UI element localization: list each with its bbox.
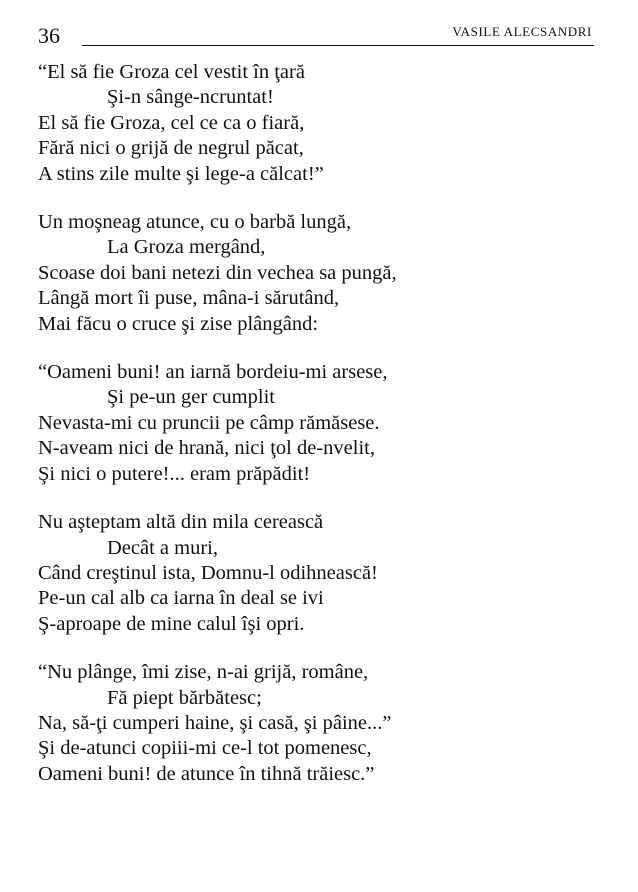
- stanza: [38, 510, 608, 637]
- header-rule: [82, 45, 594, 46]
- poem-line: Şi pe-un ger cumplit: [107, 386, 275, 409]
- poem-line: Când creştinul ista, Domnu-l odihnească!: [38, 561, 378, 584]
- stanza: [38, 360, 608, 487]
- poem-line: Fără nici o grijă de negrul păcat,: [38, 137, 304, 160]
- poem-line: Şi-n sânge-ncruntat!: [107, 86, 274, 109]
- stanza: [38, 210, 608, 337]
- page-header: [38, 22, 594, 48]
- poem-line: “Nu plânge, îmi zise, n-ai grijă, române,: [38, 661, 369, 684]
- poem-line: Ş-aproape de mine calul îşi opri.: [38, 612, 305, 635]
- poem-line: Na, să-ţi cumperi haine, şi casă, şi pâine...”: [38, 711, 392, 734]
- poem-line: La Groza mergând,: [107, 236, 266, 259]
- poem-line: Fă piept bărbătesc;: [107, 686, 262, 709]
- poem-line: Mai făcu o cruce şi zise plângând:: [38, 312, 319, 335]
- poem-line: Nevasta-mi cu pruncii pe câmp rămăsese.: [38, 411, 380, 434]
- poem-line: A stins zile multe şi lege-a călcat!”: [38, 162, 324, 185]
- poem-line: N-aveam nici de hrană, nici ţol de-nvelit,: [38, 437, 375, 460]
- poem-line: “Oameni buni! an iarnă bordeiu-mi arsese,: [38, 361, 388, 384]
- poem-line: Decât a muri,: [107, 536, 218, 559]
- poem-line: Nu aşteptam altă din mila cerească: [38, 511, 324, 534]
- running-title: VASILE ALECSANDRI: [452, 24, 592, 39]
- stanza: [38, 660, 608, 787]
- poem-line: Un moşneag atunce, cu o barbă lungă,: [38, 211, 352, 234]
- stanza: [38, 60, 608, 187]
- poem-body: [38, 60, 608, 810]
- poem-line: Pe-un cal alb ca iarna în deal se ivi: [38, 587, 324, 610]
- poem-line: Şi nici o putere!... eram prăpădit!: [38, 462, 311, 485]
- poem-line: Lângă mort îi puse, mâna-i sărutând,: [38, 287, 340, 310]
- poem-line: “El să fie Groza cel vestit în ţară: [38, 61, 305, 83]
- page-number: 36: [38, 23, 60, 48]
- poem-line: El să fie Groza, cel ce ca o fiară,: [38, 111, 305, 134]
- poem-line: Şi de-atunci copiii-mi ce-l tot pomenesc,: [38, 737, 372, 760]
- poem-line: Oameni buni! de atunce în tihnă trăiesc.”: [38, 762, 375, 785]
- poem-line: Scoase doi bani netezi din vechea sa pungă,: [38, 261, 397, 284]
